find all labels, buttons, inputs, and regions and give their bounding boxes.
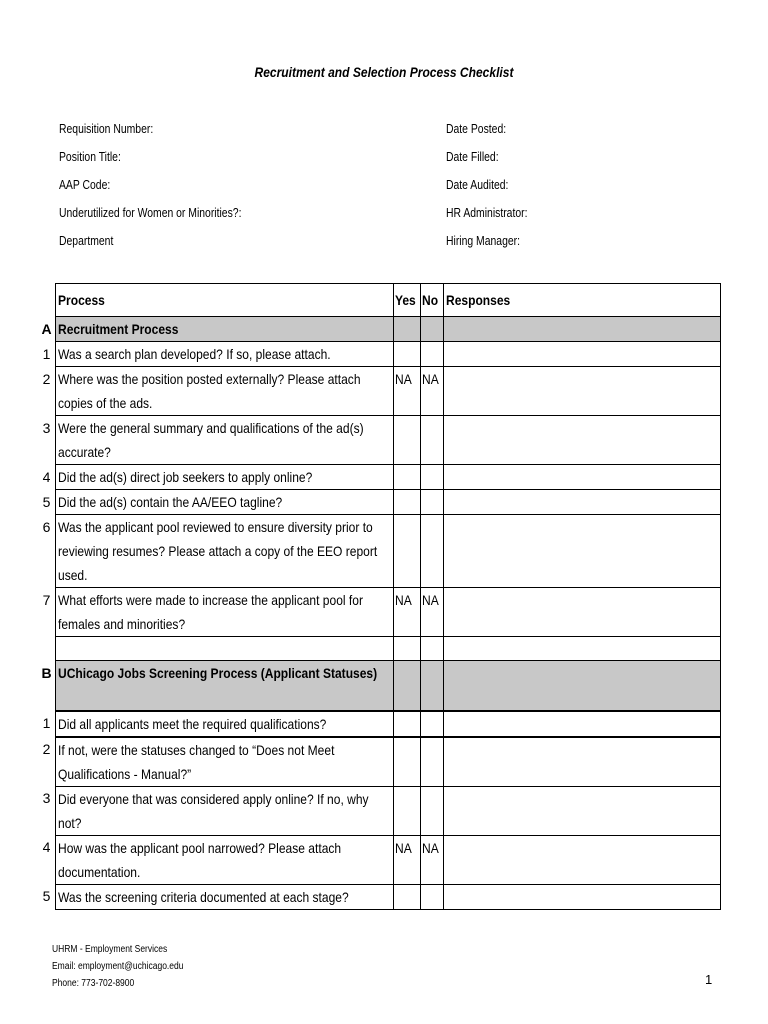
yes-cell[interactable]: NA xyxy=(394,588,421,637)
row-question: Did the ad(s) direct job seekers to apply online? xyxy=(56,465,394,490)
table-row xyxy=(38,490,721,515)
yes-cell[interactable]: NA xyxy=(394,367,421,416)
table-row xyxy=(38,515,721,588)
field-date-posted: Date Posted: xyxy=(446,121,507,136)
section-title: Recruitment Process xyxy=(56,317,394,342)
response-cell[interactable] xyxy=(444,711,721,737)
table-row xyxy=(38,737,721,787)
row-number: 3 xyxy=(42,790,51,806)
table-row xyxy=(38,588,721,637)
response-cell[interactable] xyxy=(444,416,721,465)
row-question: Was the applicant pool reviewed to ensure diversity prior to reviewing resumes? Please attach a copy of the EEO report used. xyxy=(56,515,394,588)
row-question: Was a search plan developed? If so, please attach. xyxy=(56,342,394,367)
field-underutilized: Underutilized for Women or Minorities?: xyxy=(59,205,242,220)
row-question: Did all applicants meet the required qualifications? xyxy=(56,711,394,737)
field-hr-administrator: HR Administrator: xyxy=(446,205,528,220)
footer-phone: Phone: 773-702-8900 xyxy=(52,978,135,989)
table-row xyxy=(38,367,721,416)
table-row xyxy=(38,884,721,909)
table-row xyxy=(38,786,721,835)
response-cell[interactable] xyxy=(444,835,721,884)
row-question: How was the applicant pool narrowed? Please attach documentation. xyxy=(56,835,394,884)
spacer-row xyxy=(38,637,721,661)
yes-cell[interactable] xyxy=(394,416,421,465)
yes-cell[interactable] xyxy=(394,884,421,909)
response-cell[interactable] xyxy=(444,367,721,416)
row-number: 7 xyxy=(42,591,51,608)
response-cell[interactable] xyxy=(444,515,721,588)
response-cell[interactable] xyxy=(444,786,721,835)
yes-cell[interactable] xyxy=(394,737,421,787)
no-cell[interactable]: NA xyxy=(421,835,444,884)
footer-email: Email: employment@uchicago.edu xyxy=(52,961,184,972)
response-cell[interactable] xyxy=(444,342,721,367)
field-hiring-manager: Hiring Manager: xyxy=(446,233,520,248)
response-cell[interactable] xyxy=(444,465,721,490)
field-date-filled: Date Filled: xyxy=(446,149,499,164)
no-cell[interactable] xyxy=(421,342,444,367)
row-question: If not, were the statuses changed to “Does not Meet Qualifications - Manual?” xyxy=(56,737,394,787)
response-cell[interactable] xyxy=(444,737,721,787)
field-aap-code: AAP Code: xyxy=(59,177,111,192)
row-question: Did the ad(s) contain the AA/EEO tagline? xyxy=(56,490,394,515)
row-question: Were the general summary and qualifications of the ad(s) accurate? xyxy=(56,416,394,465)
field-date-audited: Date Audited: xyxy=(446,177,509,192)
table-row xyxy=(38,465,721,490)
header-responses: Responses xyxy=(444,284,721,317)
yes-cell[interactable] xyxy=(394,465,421,490)
row-number: 2 xyxy=(42,370,51,387)
yes-cell[interactable]: NA xyxy=(394,835,421,884)
no-cell[interactable] xyxy=(421,884,444,909)
header-no: No xyxy=(421,284,444,317)
field-department: Department xyxy=(59,233,114,248)
footer-department: UHRM - Employment Services xyxy=(52,944,168,955)
yes-cell[interactable] xyxy=(394,786,421,835)
header-process: Process xyxy=(56,284,394,317)
table-row xyxy=(38,342,721,367)
yes-cell[interactable] xyxy=(394,515,421,588)
yes-cell[interactable] xyxy=(394,342,421,367)
row-question: Where was the position posted externally? Please attach copies of the ads. xyxy=(56,367,394,416)
page-number: 1 xyxy=(705,972,713,987)
table-row xyxy=(38,835,721,884)
row-number: 4 xyxy=(42,468,51,485)
row-number: 1 xyxy=(42,345,51,362)
row-number: 4 xyxy=(42,839,51,855)
no-cell[interactable] xyxy=(421,786,444,835)
no-cell[interactable] xyxy=(421,490,444,515)
section-row-b xyxy=(38,661,721,711)
row-question: What efforts were made to increase the applicant pool for females and minorities? xyxy=(56,588,394,637)
yes-cell[interactable] xyxy=(394,711,421,737)
row-number: 2 xyxy=(42,740,51,757)
field-position-title: Position Title: xyxy=(59,149,121,164)
section-letter: A xyxy=(41,320,52,337)
no-cell[interactable]: NA xyxy=(421,367,444,416)
no-cell[interactable] xyxy=(421,416,444,465)
yes-cell[interactable] xyxy=(394,490,421,515)
table-row xyxy=(38,416,721,465)
row-question: Was the screening criteria documented at each stage? xyxy=(56,884,394,909)
section-title: UChicago Jobs Screening Process (Applicant Statuses) xyxy=(56,661,394,711)
section-row-a xyxy=(38,317,721,342)
checklist-table xyxy=(38,283,721,910)
response-cell[interactable] xyxy=(444,884,721,909)
row-number: 5 xyxy=(42,888,51,904)
row-number: 3 xyxy=(42,419,51,436)
section-letter: B xyxy=(41,664,52,681)
document-title: Recruitment and Selection Process Checklist xyxy=(254,64,514,80)
table-row xyxy=(38,711,721,737)
row-number: 6 xyxy=(42,518,51,535)
no-cell[interactable] xyxy=(421,711,444,737)
no-cell[interactable] xyxy=(421,515,444,588)
no-cell[interactable]: NA xyxy=(421,588,444,637)
header-yes: Yes xyxy=(394,284,421,317)
footer-contact xyxy=(52,941,183,992)
response-cell[interactable] xyxy=(444,588,721,637)
response-cell[interactable] xyxy=(444,490,721,515)
row-question: Did everyone that was considered apply online? If no, why not? xyxy=(56,786,394,835)
table-header-row xyxy=(38,284,721,317)
no-cell[interactable] xyxy=(421,737,444,787)
field-requisition-number: Requisition Number: xyxy=(59,121,154,136)
row-number: 1 xyxy=(42,714,51,731)
row-number: 5 xyxy=(42,493,51,510)
no-cell[interactable] xyxy=(421,465,444,490)
